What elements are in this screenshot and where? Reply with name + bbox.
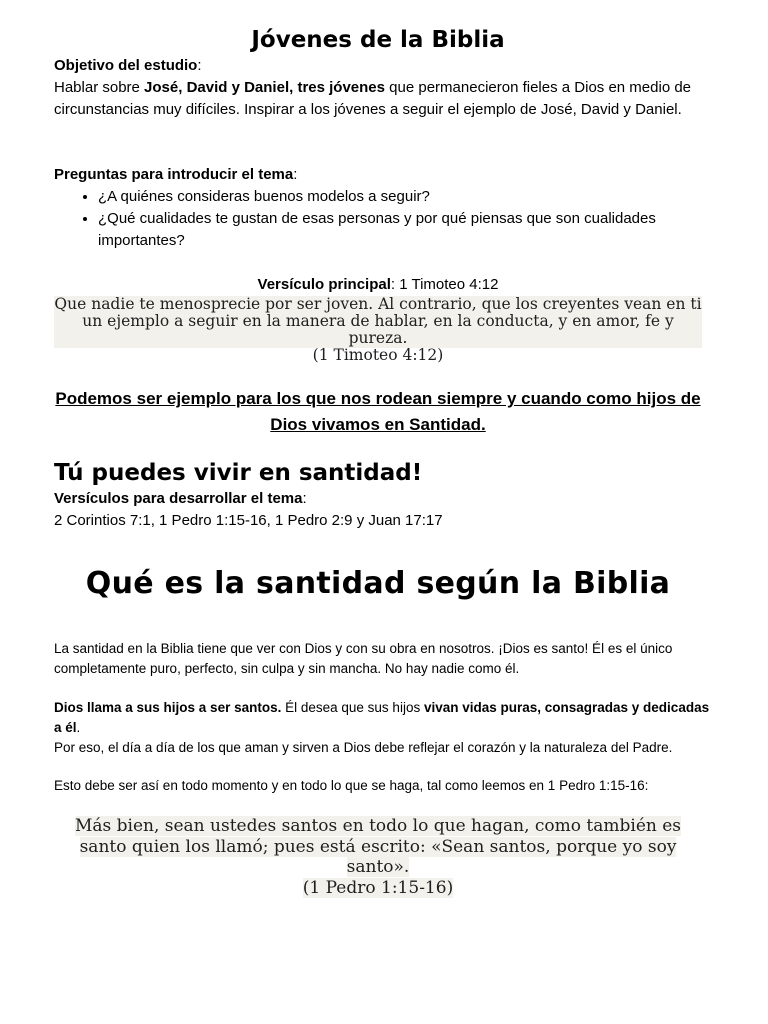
objective-block: Objetivo del estudio: Hablar sobre José, David y Daniel, tres jóvenes que permanecieron fieles a Dios en medio de circunstancias muy difíciles. Inspirar a los jóvenes a seguir el ejemplo de José, David y Daniel. bbox=[54, 55, 709, 121]
bible-quote bbox=[60, 816, 696, 898]
objective-label: Objetivo del estudio bbox=[54, 57, 198, 74]
bible-quote-citation: (1 Pedro 1:15-16) bbox=[302, 877, 454, 898]
questions-list bbox=[54, 186, 709, 252]
document-title: Jóvenes de la Biblia bbox=[251, 27, 505, 53]
paragraph-reflect: Por eso, el día a día de los que aman y sirven a Dios debe reflejar el corazón y la naturaleza del Padre. bbox=[54, 740, 673, 755]
paragraph-call: Dios llama a sus hijos a ser santos. Él desea que sus hijos vivan vidas puras, consagradas y dedicadas a él. Por eso, el día a día de los que aman y sirven a Dios debe reflejar el corazón y la naturaleza del Padre. bbox=[54, 698, 714, 758]
paragraph-always: Esto debe ser así en todo momento y en todo lo que se haga, tal como leemos en 1 Pedro 1:15-16: bbox=[54, 778, 649, 793]
development-verses-label: Versículos para desarrollar el tema bbox=[54, 490, 303, 507]
main-verse-label: Versículo principal bbox=[257, 276, 391, 293]
main-verse-text: Que nadie te menosprecie por ser joven. Al contrario, que los creyentes vean en ti un ejemplo a seguir en la manera de hablar, en la conducta, y en amor, fe y pureza. bbox=[54, 295, 702, 347]
list-item: • ¿Qué cualidades te gustan de esas personas y por qué piensas que son cualidades importantes? bbox=[98, 208, 709, 252]
main-verse-heading: Versículo principal: 1 Timoteo 4:12 bbox=[257, 276, 499, 293]
main-heading: Qué es la santidad según la Biblia bbox=[85, 566, 671, 601]
objective-text: Hablar sobre José, David y Daniel, tres jóvenes que permanecieron fieles a Dios en medio de circunstancias muy difíciles. Inspirar a los jóvenes a seguir el ejemplo de José, David y Daniel. bbox=[54, 79, 692, 118]
questions-label: Preguntas para introducir el tema bbox=[54, 166, 294, 183]
emphasis-statement: Podemos ser ejemplo para los que nos rodean siempre y cuando como hijos de Dios vivamos en Santidad. bbox=[55, 389, 701, 434]
bible-quote-text: Más bien, sean ustedes santos en todo lo que hagan, como también es santo quien los llamó; pues está escrito: «Sean santos, porque yo soy santo». bbox=[74, 816, 682, 877]
main-verse-quote bbox=[54, 295, 702, 364]
questions-block: Preguntas para introducir el tema: • ¿A quiénes consideras buenos modelos a seguir? • ¿Qué cualidades te gustan de esas personas y por qué piensas que son cualidades importantes? bbox=[54, 164, 709, 252]
list-item: • ¿A quiénes consideras buenos modelos a seguir? bbox=[98, 186, 709, 208]
main-verse-citation: (1 Timoteo 4:12) bbox=[312, 346, 444, 364]
section-heading: Tú puedes vivir en santidad! bbox=[54, 460, 423, 486]
main-verse-reference: 1 Timoteo 4:12 bbox=[399, 276, 499, 293]
development-verses-block: Versículos para desarrollar el tema: 2 Corintios 7:1, 1 Pedro 1:15-16, 1 Pedro 2:9 y Juan 17:17 bbox=[54, 488, 709, 532]
development-verses-list: 2 Corintios 7:1, 1 Pedro 1:15-16, 1 Pedro 2:9 y Juan 17:17 bbox=[54, 512, 443, 529]
paragraph-holiness: La santidad en la Biblia tiene que ver con Dios y con su obra en nosotros. ¡Dios es santo! Él es el único completamente puro, perfecto, sin culpa y sin mancha. No hay nadie como él. bbox=[54, 641, 673, 676]
